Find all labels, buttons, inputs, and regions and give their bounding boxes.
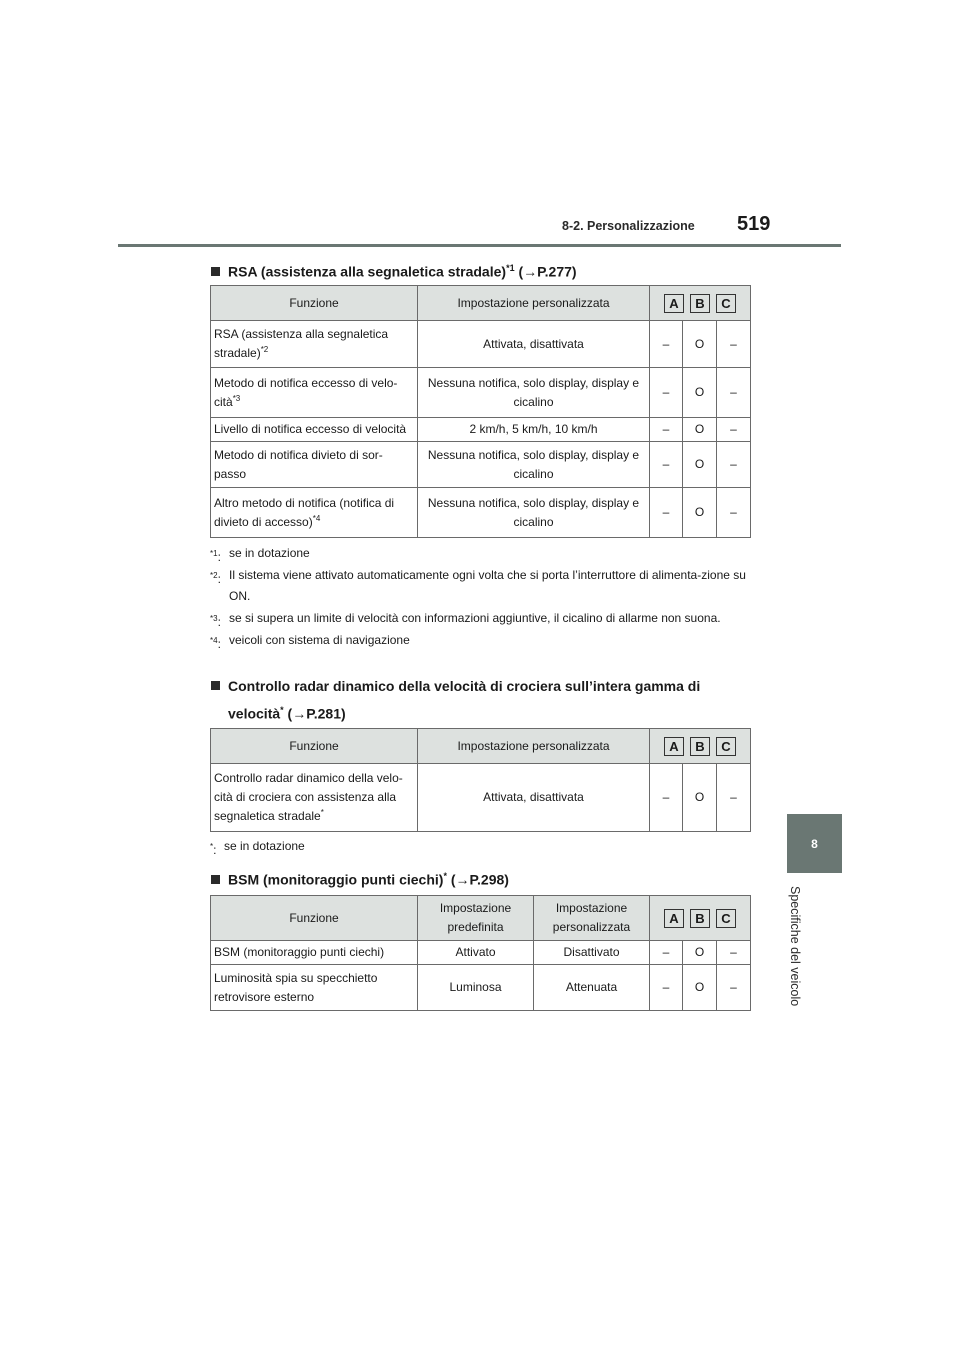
row-function: Metodo di notifica eccesso di velo-cità [214,375,398,409]
row-custom: Attenuata [534,965,650,1011]
row-a: – [650,764,683,832]
row-c: – [717,488,751,538]
row-function: Metodo di notifica divieto di sor-passo [214,447,383,481]
row-function: Controllo radar dinamico della velo-cità di crociera con assistenza alla segnaletica stradale [214,771,403,823]
section-title-bsm-ref[interactable]: (→P.298) [446,871,509,888]
row-c: – [717,418,751,442]
row-a: – [650,941,683,965]
row-b: O [683,965,717,1011]
footnote: $^{*3}$: se si supera un limite di velocità con informazioni aggiuntive, il cicalino di allarme non suona. [210,608,750,629]
row-function: Livello di notifica eccesso di velocità [214,422,407,436]
row-a: – [650,965,683,1011]
row-function: BSM (monitoraggio punti ciechi) [211,941,418,965]
row-b: O [683,764,717,832]
footnote-key: *2 [210,571,218,580]
row-a: – [650,418,683,442]
table-row [211,368,751,418]
row-b: O [683,321,717,368]
row-function-sup: *4 [312,513,321,523]
footnotes-radar-cruise [210,836,750,858]
footnote: $^{*1}$: se in dotazione [210,543,750,564]
table-header-row [211,729,751,764]
row-custom: Nessuna notifica, solo display, display e cicalino [418,442,650,488]
row-b: O [683,418,717,442]
header-abc [650,729,751,764]
row-custom: Nessuna notifica, solo display, display e cicalino [418,488,650,538]
bullet-square-icon [211,681,220,690]
box-a: A [664,909,684,928]
bullet-square-icon [211,875,220,884]
footnote-key: *1 [210,549,218,558]
row-custom: Nessuna notifica, solo display, display e cicalino [418,368,650,418]
table-row [211,321,751,368]
header-default: Impostazione predefinita [418,896,534,941]
row-b: O [683,941,717,965]
table-header-row [211,286,751,321]
section-title-rsa-text: RSA (assistenza alla segnaletica stradale) [228,263,507,280]
table-row [211,764,751,832]
section-title-rsa-sup: *1 [506,263,515,273]
footnote-text: se in dotazione [229,546,310,560]
box-a: A [664,737,684,756]
page-number: 519 [737,213,771,235]
row-c: – [717,965,751,1011]
row-default: Luminosa [418,965,534,1011]
header-custom: Impostazione personalizzata [418,729,650,764]
section-title-rsa [211,256,577,284]
row-c: – [717,442,751,488]
box-a: A [664,294,684,313]
bsm-table [210,895,751,1011]
row-function-sup: * [320,808,324,817]
header-divider [118,244,841,247]
footnote-key: * [210,842,214,851]
row-c: – [717,368,751,418]
section-header: 8-2. Personalizzazione [562,219,695,233]
section-title-bsm-sup: * [443,871,447,881]
bullet-square-icon [211,267,220,276]
section-title-radar-cruise [211,674,700,726]
table-row [211,442,751,488]
rsa-table [210,285,751,538]
header-function: Funzione [211,896,418,941]
row-custom: 2 km/h, 5 km/h, 10 km/h [418,418,650,442]
box-b: B [690,737,710,756]
footnotes-rsa [210,543,750,652]
box-c: C [716,294,736,313]
row-c: – [717,321,751,368]
row-function-sup: *2 [260,345,269,354]
box-b: B [690,909,710,928]
chapter-side-label [782,886,806,1016]
table-header-row [211,896,751,941]
table-row [211,418,751,442]
row-b: O [683,442,717,488]
footnote: $^{*2}$: Il sistema viene attivato automaticamente ogni volta che si porta l’interruttore di alimenta-zione su ON. [210,565,750,607]
row-a: – [650,442,683,488]
footnote-text: veicoli con sistema di navigazione [229,633,410,647]
row-function: RSA (assistenza alla segnaletica stradale) [214,327,389,360]
row-function: Luminosità spia su specchietto retrovisore esterno [211,965,418,1011]
chapter-side-label-text: Specifiche del veicolo [788,886,802,1007]
row-custom: Attivata, disattivata [418,764,650,832]
section-title-bsm [211,864,509,892]
footnote: *: se in dotazione [210,836,750,857]
row-a: – [650,488,683,538]
header-function: Funzione [211,729,418,764]
table-row [211,941,751,965]
row-custom: Attivata, disattivata [418,321,650,368]
footnote-key: *4 [210,636,218,645]
row-function: Altro metodo di notifica (notifica di divieto di accesso) [214,495,395,529]
section-title-radar-sup: * [280,705,284,715]
row-default: Attivato [418,941,534,965]
header-abc [650,286,751,321]
footnote-text: se si supera un limite di velocità con informazioni aggiuntive, il cicalino di allarme non suona. [229,611,721,625]
box-c: C [716,909,736,928]
table-row [211,488,751,538]
footnote-text: Il sistema viene attivato automaticamente ogni volta che si porta l’interruttore di alimenta-zione su ON. [229,568,746,603]
row-c: – [717,764,751,832]
header-custom: Impostazione personalizzata [534,896,650,941]
section-title-bsm-text: BSM (monitoraggio punti ciechi) [228,871,444,888]
section-title-rsa-ref[interactable]: (→P.277) [514,263,577,280]
footnote: $^{*4}$: veicoli con sistema di navigazione [210,630,750,651]
row-custom: Disattivato [534,941,650,965]
row-a: – [650,321,683,368]
radar-cruise-table [210,728,751,832]
header-abc [650,896,751,941]
row-b: O [683,368,717,418]
table-row [211,965,751,1011]
footnote-text: se in dotazione [224,839,305,853]
header-custom: Impostazione personalizzata [418,286,650,321]
row-function-sup: *3 [232,393,241,403]
footnote-key: *3 [210,614,218,623]
row-a: – [650,368,683,418]
box-b: B [690,294,710,313]
row-b: O [683,488,717,538]
box-c: C [716,737,736,756]
row-c: – [717,941,751,965]
section-title-radar-line1: Controllo radar dinamico della velocità di crociera sull’intera gamma di [228,678,701,694]
header-function: Funzione [211,286,418,321]
section-title-radar-ref[interactable]: (→P.281) [283,705,346,722]
chapter-tab[interactable]: 8 [787,814,842,873]
section-title-radar-line2: velocità [228,705,281,722]
